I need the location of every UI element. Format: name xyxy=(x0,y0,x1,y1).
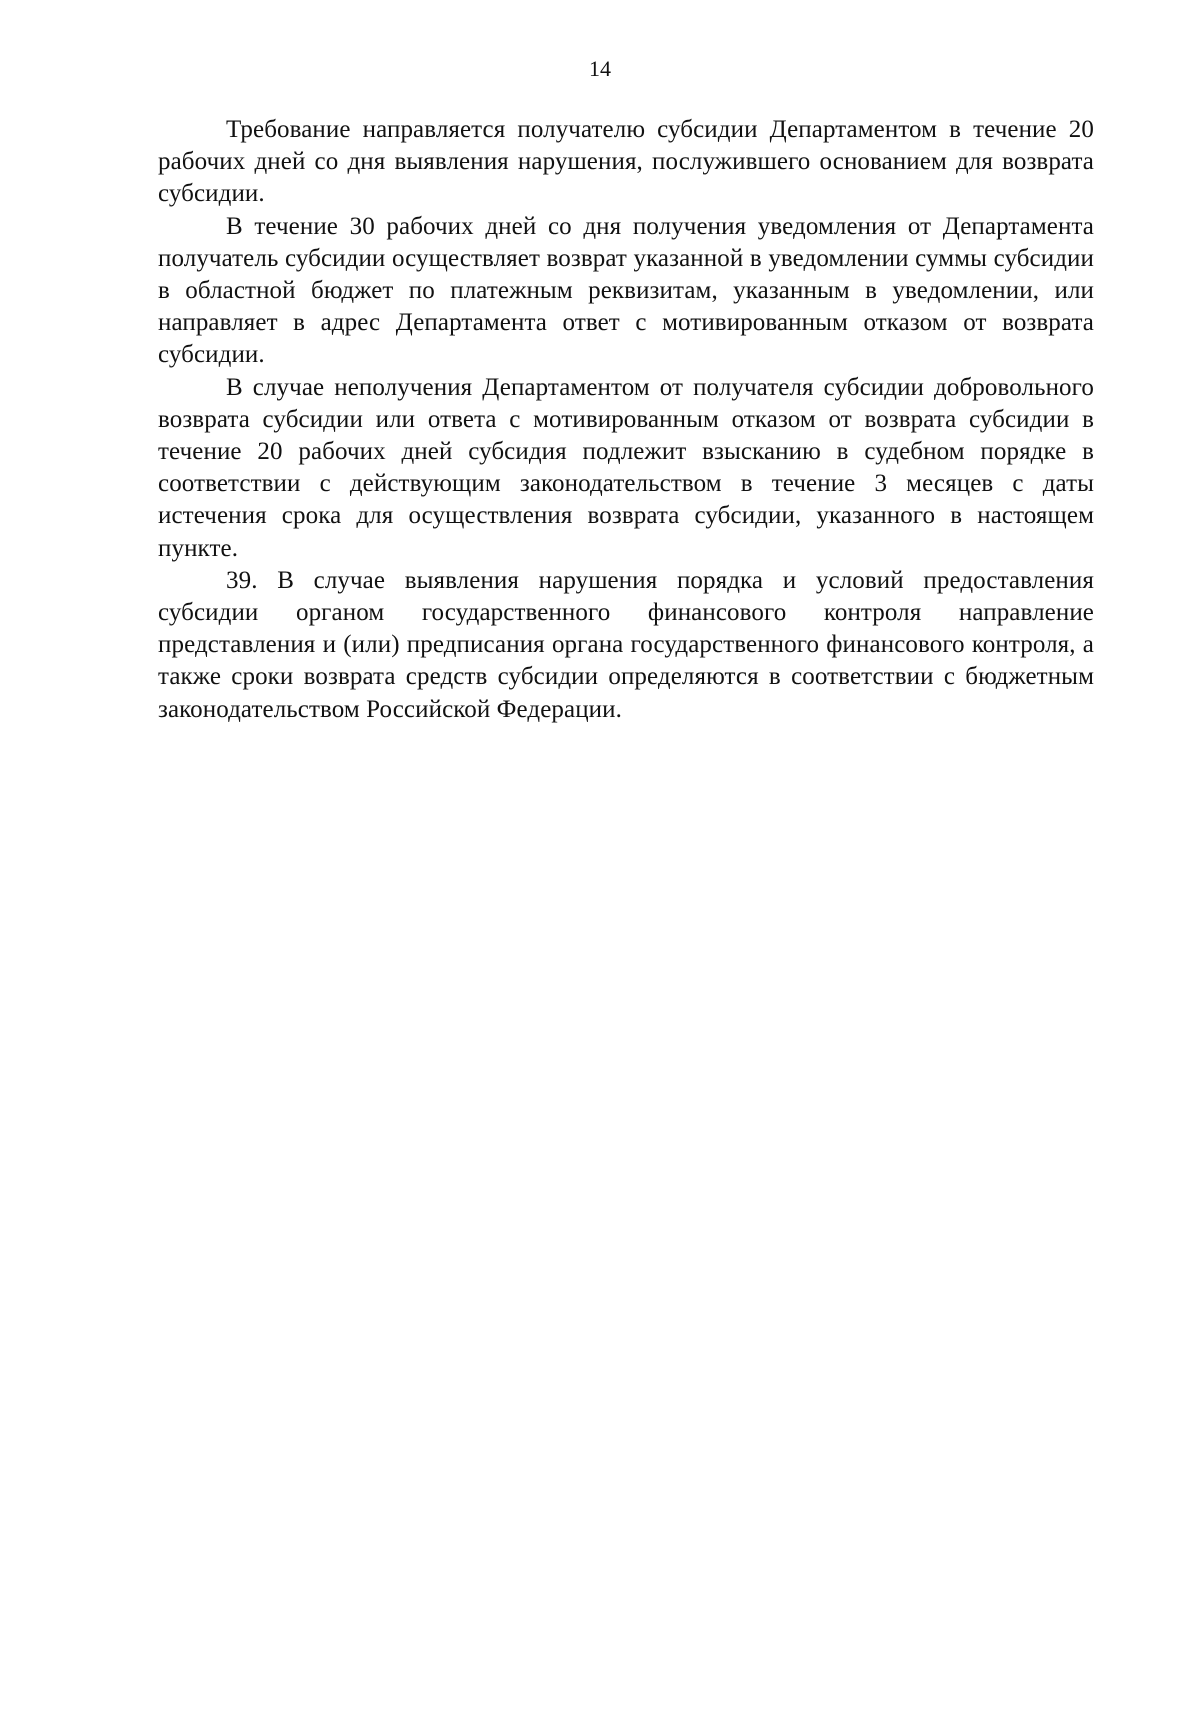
paragraph-refund-deadline: В течение 30 рабочих дней со дня получения уведомления от Департамента получатель субсидии осуществляет возврат указанной в уведомлении суммы субсидии в областной бюджет по платежным реквизитам, указанным в уведомлении, или направляет в адрес Департамента ответ с мотивированным отказом от возврата субсидии. xyxy=(158,212,1094,369)
paragraph-judicial-recovery: В случае неполучения Департаментом от получателя субсидии добровольного возврата субсидии или ответа с мотивированным отказом от возврата субсидии в течение 20 рабочих дней субсидия подлежит взысканию в судебном порядке в соответствии с действующим законодательством в течение 3 месяцев с даты истечения срока для осуществления возврата субсидии, указанного в настоящем пункте. xyxy=(158,373,1094,562)
paragraph-requirement-notice: Требование направляется получателю субсидии Департаментом в течение 20 рабочих дней со дня выявления нарушения, послужившего основанием для возврата субсидии. xyxy=(158,116,1094,208)
body-text xyxy=(158,114,1094,726)
page-number: 14 xyxy=(589,56,611,81)
paragraph-item-39: 39. В случае выявления нарушения порядка и условий предоставления субсидии органом государственного финансового контроля направление представления и (или) предписания органа государственного финансового контроля, а также сроки возврата средств субсидии определяются в соответствии с бюджетным законодательством Российской Федерации. xyxy=(158,566,1094,723)
